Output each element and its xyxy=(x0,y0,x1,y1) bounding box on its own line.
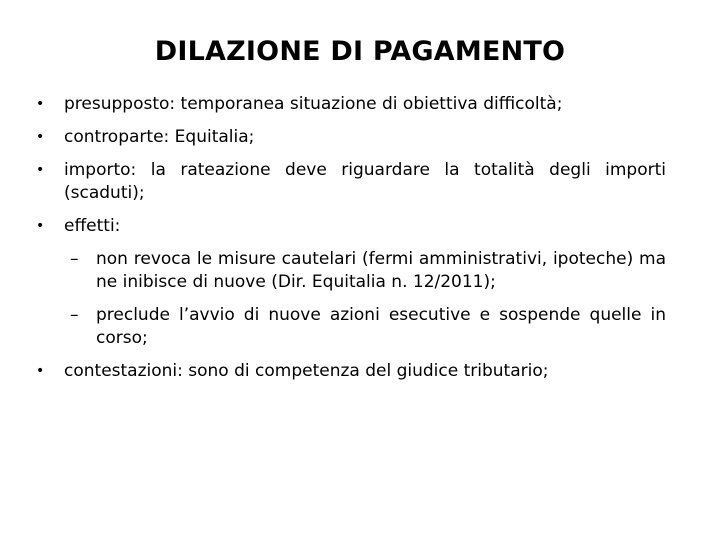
list-item xyxy=(36,215,666,350)
list-item-text: presupposto: temporanea situazione di obiettiva difficoltà; xyxy=(64,94,563,114)
sub-list-item xyxy=(70,248,666,294)
list-item-text: controparte: Equitalia; xyxy=(64,127,255,147)
list-item-text: effetti: xyxy=(64,216,121,236)
sub-list-item-text: preclude l’avvio di nuove azioni esecutive e sospende quelle in corso; xyxy=(96,305,666,348)
bullet-marker: • xyxy=(36,96,45,112)
slide-title: DILAZIONE DI PAGAMENTO xyxy=(154,36,566,67)
dash-marker: – xyxy=(70,305,79,325)
list-item-text: importo: la rateazione deve riguardare la totalità degli importi (scaduti); xyxy=(64,160,666,203)
bullet-marker: • xyxy=(36,363,45,379)
list-item xyxy=(36,126,666,149)
list-item xyxy=(36,93,666,116)
bullet-marker: • xyxy=(36,162,45,178)
sub-list xyxy=(36,248,666,350)
list-item xyxy=(36,360,666,383)
list-item-text: contestazioni: sono di competenza del giudice tributario; xyxy=(64,361,549,381)
bullet-marker: • xyxy=(36,129,45,145)
dash-marker: – xyxy=(70,249,79,269)
sub-list-item xyxy=(70,304,666,350)
sub-list-item-text: non revoca le misure cautelari (fermi amministrativi, ipoteche) ma ne inibisce di nuove (Dir. Equitalia n. 12/2011); xyxy=(96,249,666,292)
bullet-marker: • xyxy=(36,218,45,234)
bullet-list xyxy=(36,93,666,393)
list-item xyxy=(36,159,666,205)
